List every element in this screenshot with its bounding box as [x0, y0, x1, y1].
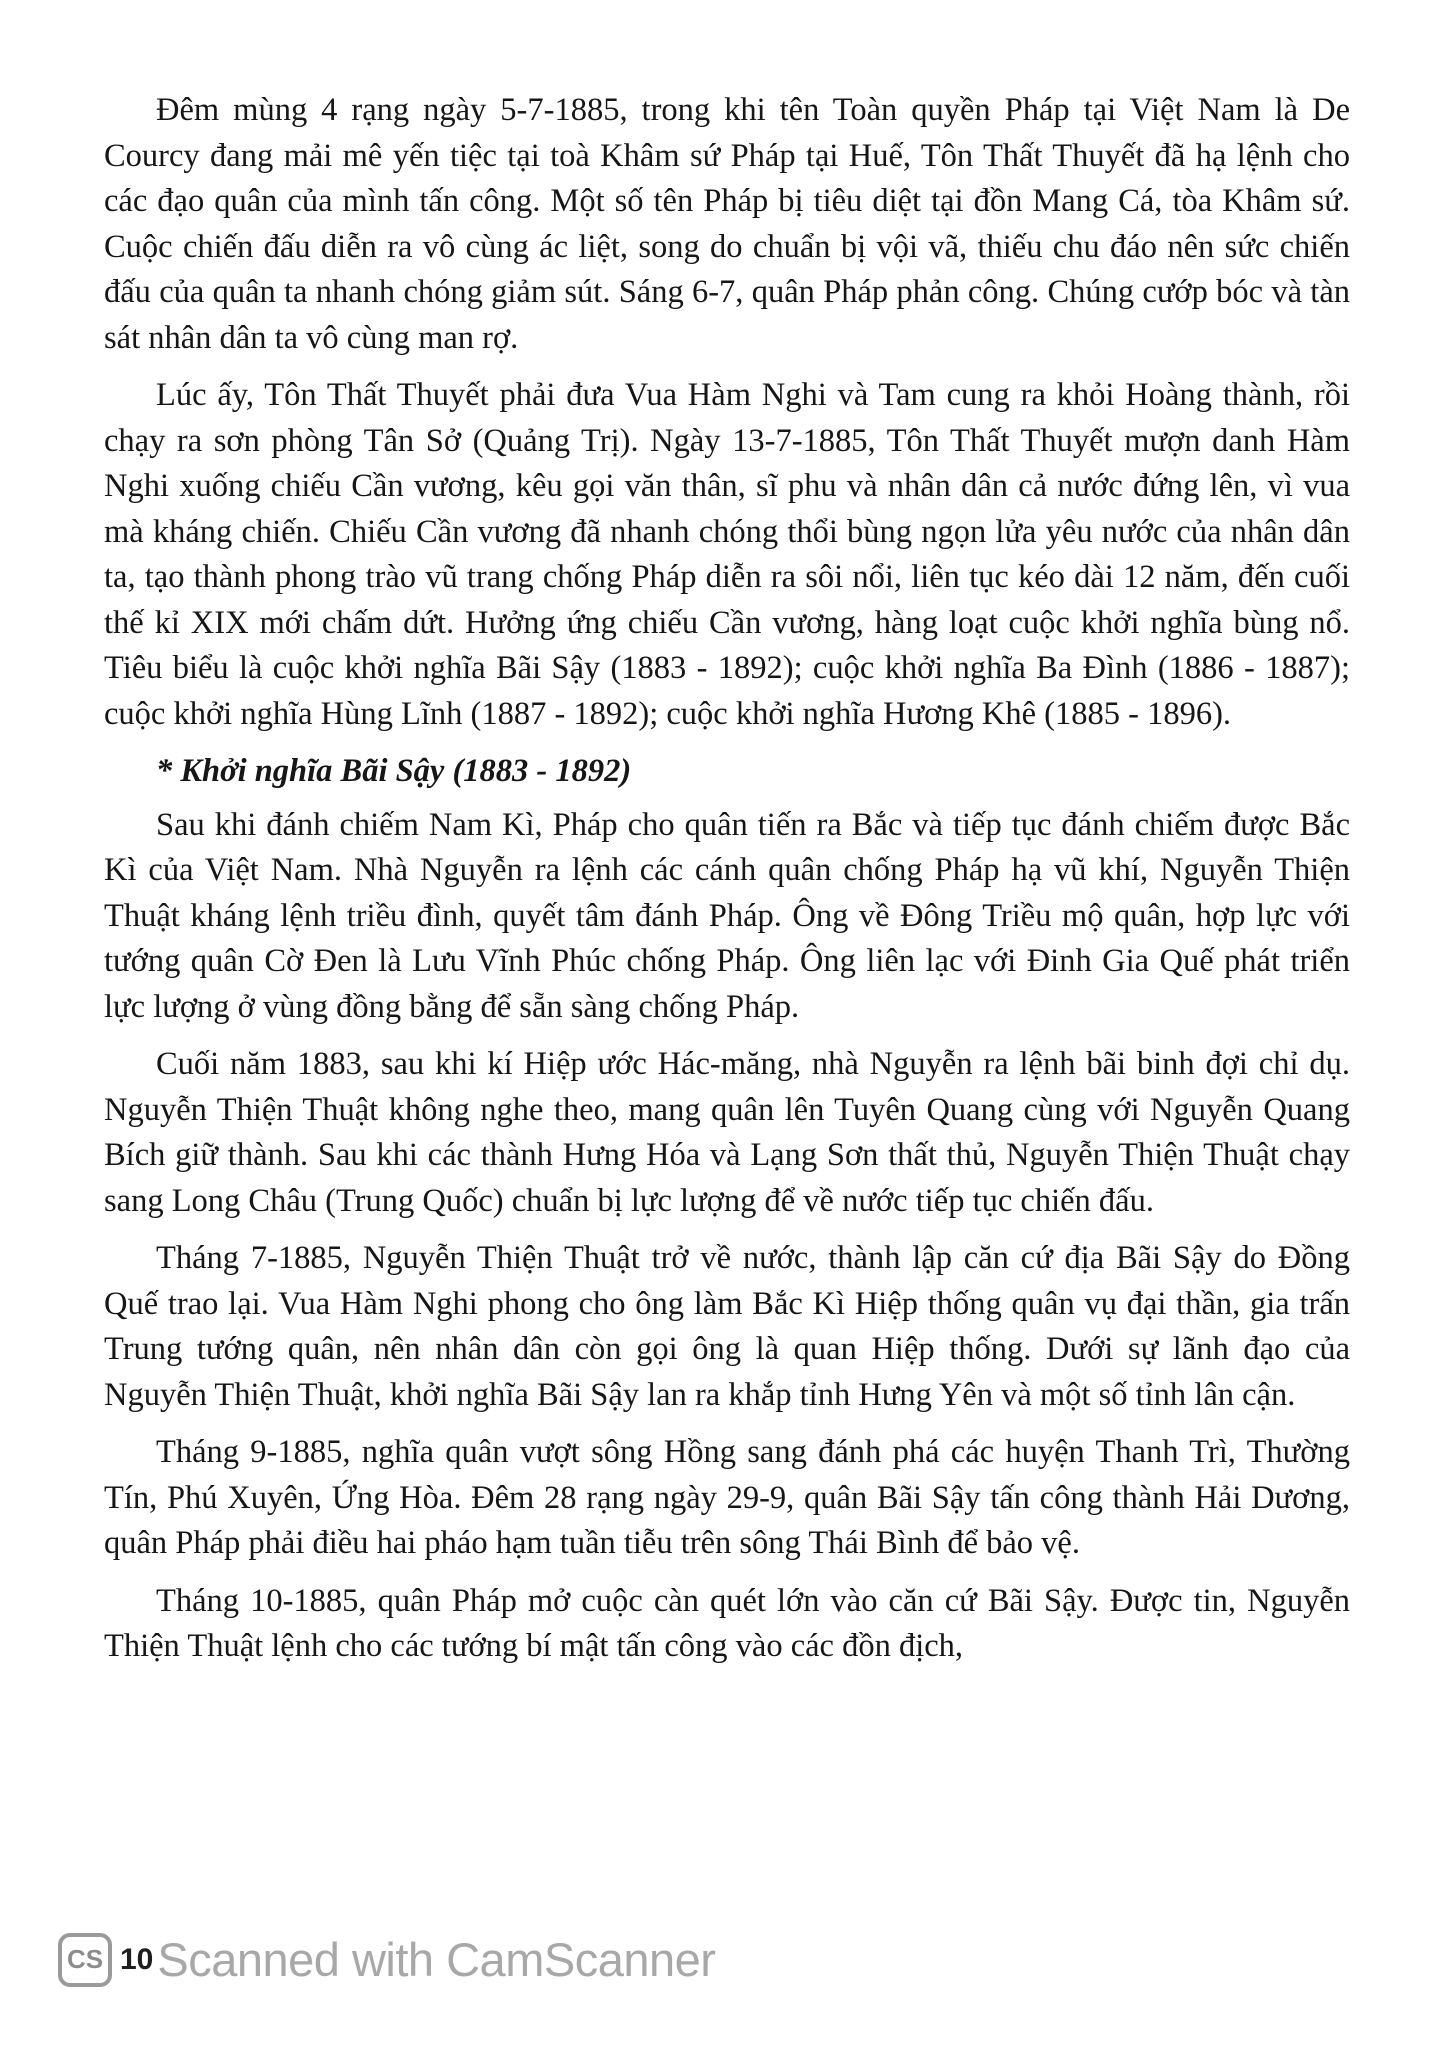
scanner-watermark: Scanned with CamScanner — [157, 1933, 716, 1986]
paragraph-hue-attack: Đêm mùng 4 rạng ngày 5-7-1885, trong khi tên Toàn quyền Pháp tại Việt Nam là De Courcy đang mải mê yến tiệc tại toà Khâm sứ Pháp tại Huế, Tôn Thất Thuyết đã hạ lệnh cho các đạo quân của mình tấn công. Một số tên Pháp bị tiêu diệt tại đồn Mang Cá, tòa Khâm sứ. Cuộc chiến đấu diễn ra vô cùng ác liệt, song do chuẩn bị vội vã, thiếu chu đáo nên sức chiến đấu của quân ta nhanh chóng giảm sút. Sáng 6-7, quân Pháp phản công. Chúng cướp bóc và tàn sát nhân dân ta vô cùng man rợ. — [104, 92, 1350, 356]
paragraph-section-3: Tháng 7-1885, Nguyễn Thiện Thuật trở về nước, thành lập căn cứ địa Bãi Sậy do Đồng Quế trao lại. Vua Hàm Nghi phong cho ông làm Bắc Kì Hiệp thống quân vụ đại thần, gia trấn Trung tướng quân, nên nhân dân còn gọi ông là quan Hiệp thống. Dưới sự lãnh đạo của Nguyễn Thiện Thuật, khởi nghĩa Bãi Sậy lan ra khắp tỉnh Hưng Yên và một số tỉnh lân cận. — [104, 1240, 1350, 1413]
paragraph-section-5: Tháng 10-1885, quân Pháp mở cuộc càn quét lớn vào căn cứ Bãi Sậy. Được tin, Nguyễn Thiện Thuật lệnh cho các tướng bí mật tấn công vào các đồn địch, — [104, 1582, 1350, 1664]
camscanner-logo-icon: CS — [58, 1933, 112, 1987]
page-number: 10 — [120, 1942, 154, 1976]
paragraph-section-1: Sau khi đánh chiếm Nam Kì, Pháp cho quân tiến ra Bắc và tiếp tục đánh chiếm được Bắc Kì của Việt Nam. Nhà Nguyễn ra lệnh các cánh quân chống Pháp hạ vũ khí, Nguyễn Thiện Thuật kháng lệnh triều đình, quyết tâm đánh Pháp. Ông về Đông Triều mộ quân, hợp lực với tướng quân Cờ Đen là Lưu Vĩnh Phúc chống Pháp. Ông liên lạc với Đinh Gia Quế phát triển lực lượng ở vùng đồng bằng để sẵn sàng chống Pháp. — [104, 806, 1350, 1025]
paragraph-section-2: Cuối năm 1883, sau khi kí Hiệp ước Hác-măng, nhà Nguyễn ra lệnh bãi binh đợi chỉ dụ. Nguyễn Thiện Thuật không nghe theo, mang quân lên Tuyên Quang cùng với Nguyễn Quang Bích giữ thành. Sau khi các thành Hưng Hóa và Lạng Sơn thất thủ, Nguyễn Thiện Thuật chạy sang Long Châu (Trung Quốc) chuẩn bị lực lượng để về nước tiếp tục chiến đấu. — [104, 1046, 1350, 1219]
section-heading: * Khởi nghĩa Bãi Sậy (1883 - 1892) — [156, 753, 632, 789]
document-page — [104, 88, 1350, 1682]
page-footer — [58, 1932, 715, 1987]
paragraph-section-4: Tháng 9-1885, nghĩa quân vượt sông Hồng sang đánh phá các huyện Thanh Trì, Thường Tín, Phú Xuyên, Ứng Hòa. Đêm 28 rạng ngày 29-9, quân Bãi Sậy tấn công thành Hải Dương, quân Pháp phải điều hai pháo hạm tuần tiễu trên sông Thái Bình để bảo vệ. — [104, 1434, 1350, 1561]
paragraph-can-vuong: Lúc ấy, Tôn Thất Thuyết phải đưa Vua Hàm Nghi và Tam cung ra khỏi Hoàng thành, rồi chạy ra sơn phòng Tân Sở (Quảng Trị). Ngày 13-7-1885, Tôn Thất Thuyết mượn danh Hàm Nghi xuống chiếu Cần vương, kêu gọi văn thân, sĩ phu và nhân dân cả nước đứng lên, vì vua mà kháng chiến. Chiếu Cần vương đã nhanh chóng thổi bùng ngọn lửa yêu nước của nhân dân ta, tạo thành phong trào vũ trang chống Pháp diễn ra sôi nổi, liên tục kéo dài 12 năm, đến cuối thế kỉ XIX mới chấm dứt. Hưởng ứng chiếu Cần vương, hàng loạt cuộc khởi nghĩa bùng nổ. Tiêu biểu là cuộc khởi nghĩa Bãi Sậy (1883 - 1892); cuộc khởi nghĩa Ba Đình (1886 - 1887); cuộc khởi nghĩa Hùng Lĩnh (1887 - 1892); cuộc khởi nghĩa Hương Khê (1885 - 1896). — [104, 377, 1350, 732]
